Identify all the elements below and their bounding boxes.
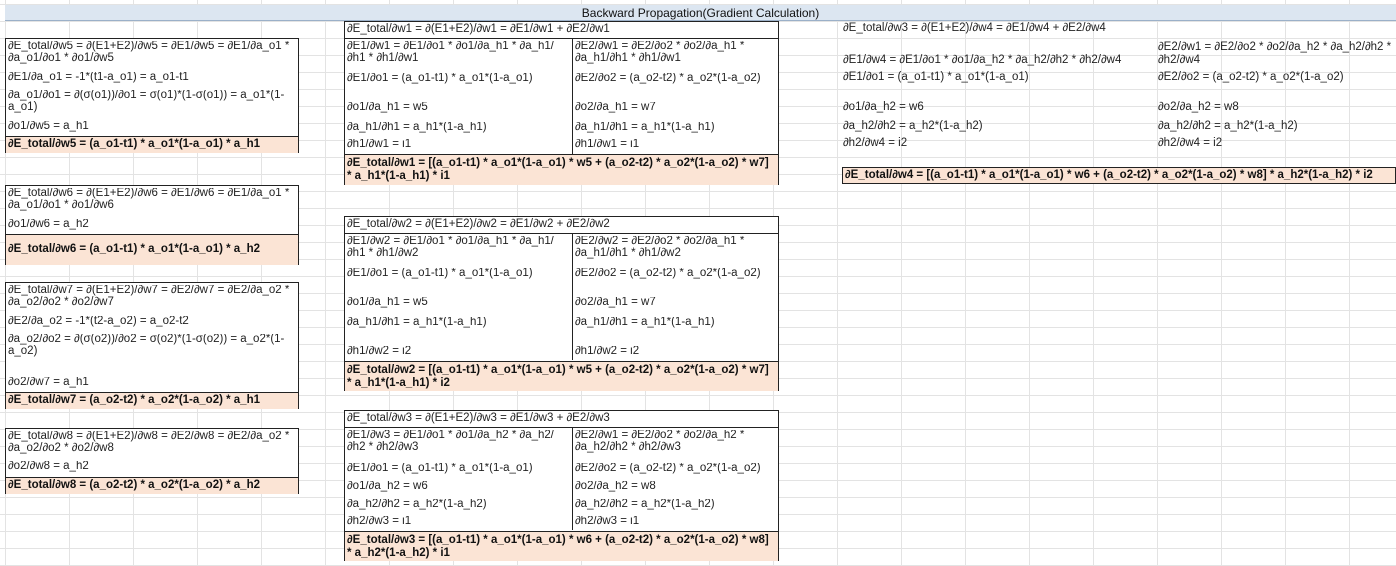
w1-right-5: ∂h1/∂w1 = i1: [575, 139, 640, 150]
w1-right-4: ∂a_h1/∂h1 = a_h1*(1-a_h1): [575, 122, 715, 133]
w6-result: ∂E_total/∂w6 = (a_o1-t1) * a_o1*(1-a_o1) * a_h2: [6, 234, 298, 265]
w4-right-5: ∂h2/∂w4 = i2: [1158, 137, 1223, 149]
w3-left-3: ∂o1/∂a_h2 = w6: [347, 481, 428, 492]
w7-result: ∂E_total/∂w7 = (a_o2-t2) * a_o2*(1-a_o2) * a_h1: [6, 392, 298, 409]
w2-right-4: ∂a_h1/∂h1 = a_h1*(1-a_h1): [575, 317, 715, 328]
w4-left-3: ∂o1/∂a_h2 = w6: [843, 101, 924, 113]
w7-line-3: ∂a_o2/∂o2 = ∂(σ(o2))/∂o2 = σ(o2)*(1-σ(o2)) = a_o2*(1-a_o2): [8, 334, 285, 357]
w2-heading: ∂E_total/∂w2 = ∂(E1+E2)/∂w2 = ∂E1/∂w2 + ∂E2/∂w2: [347, 218, 610, 230]
w2-left-1: ∂E1/∂w2 = ∂E1/∂o1 * ∂o1/∂a_h1 * ∂a_h1/∂h1 * ∂h1/∂w2: [347, 236, 554, 259]
w1-right-2: ∂E2/∂o2 = (a_o2-t2) * a_o2*(1-a_o2): [575, 73, 761, 84]
w5-line-1: ∂E_total/∂w5 = ∂(E1+E2)/∂w5 = ∂E1/∂w5 = ∂E1/∂a_o1 * ∂a_o1/∂o1 * ∂o1/∂w5: [8, 41, 290, 64]
w4-right-1: ∂E2/∂w1 = ∂E2/∂o2 * ∂o2/∂a_h2 * ∂a_h2/∂h2 * ∂h2/∂w4: [1158, 41, 1392, 66]
w2-left-2: ∂E1/∂o1 = (a_o1-t1) * a_o1*(1-a_o1): [347, 268, 533, 279]
w1-left-2: ∂E1/∂o1 = (a_o1-t1) * a_o1*(1-a_o1): [347, 73, 533, 84]
w2-result: ∂E_total/∂w2 = [(a_o1-t1) * a_o1*(1-a_o1) * w5 + (a_o2-t2) * a_o2*(1-a_o2) * w7] * a_h1*(1-a_h1) * i2: [345, 361, 778, 391]
w7-line-2: ∂E2/∂a_o2 = -1*(t2-a_o2) = a_o2-t2: [8, 316, 189, 327]
w6-line-1: ∂E_total/∂w6 = ∂(E1+E2)/∂w6 = ∂E1/∂w6 = ∂E1/∂a_o1 * ∂a_o1/∂o1 * ∂o1/∂w6: [8, 188, 290, 211]
w3-heading: ∂E_total/∂w3 = ∂(E1+E2)/∂w3 = ∂E1/∂w3 + ∂E2/∂w3: [347, 412, 610, 424]
w6-line-2: ∂o1/∂w6 = a_h2: [8, 219, 89, 230]
w1-right-3: ∂o2/∂a_h1 = w7: [575, 102, 656, 113]
w3-block: [344, 410, 779, 561]
w3-left-4: ∂a_h2/∂h2 = a_h2*(1-a_h2): [347, 499, 487, 510]
w3-right-1: ∂E2/∂w1 = ∂E2/∂o2 * ∂o2/∂a_h2 * ∂a_h2/∂h2 * ∂h2/∂w3: [575, 430, 745, 453]
w4-right-4: ∂a_h2/∂h2 = a_h2*(1-a_h2): [1158, 120, 1298, 132]
w8-block: [5, 428, 299, 494]
w2-block: [344, 216, 779, 391]
w4-left-1: ∂E1/∂w4 = ∂E1/∂o1 * ∂o1/∂a_h2 * ∂a_h2/∂h2 * ∂h2/∂w4: [843, 54, 1122, 66]
w3-result: ∂E_total/∂w3 = [(a_o1-t1) * a_o1*(1-a_o1) * w6 + (a_o2-t2) * a_o2*(1-a_o2) * w8] * a_h2*(1-a_h2) * i1: [345, 531, 778, 561]
w5-line-3: ∂a_o1/∂o1 = ∂(σ(o1))/∂o1 = σ(o1)*(1-σ(o1)) = a_o1*(1-a_o1): [8, 90, 285, 113]
w3-right-4: ∂a_h2/∂h2 = a_h2*(1-a_h2): [575, 499, 715, 510]
w1-heading: ∂E_total/∂w1 = ∂(E1+E2)/∂w1 = ∂E1/∂w1 + ∂E2/∂w1: [347, 23, 610, 35]
w2-right-5: ∂h1/∂w2 = i2: [575, 346, 640, 357]
w2-right-2: ∂E2/∂o2 = (a_o2-t2) * a_o2*(1-a_o2): [575, 268, 761, 279]
w4-right-3: ∂o2/∂a_h2 = w8: [1158, 101, 1239, 113]
sheet-title: Backward Propagation(Gradient Calculation): [5, 5, 1396, 21]
w2-left-4: ∂a_h1/∂h1 = a_h1*(1-a_h1): [347, 317, 487, 328]
w4-heading: ∂E_total/∂w3 = ∂(E1+E2)/∂w4 = ∂E1/∂w4 + ∂E2/∂w4: [843, 22, 1106, 34]
w1-left-1: ∂E1/∂w1 = ∂E1/∂o1 * ∂o1/∂a_h1 * ∂a_h1/∂h1 * ∂h1/∂w1: [347, 41, 554, 64]
w3-left-1: ∂E1/∂w3 = ∂E1/∂o1 * ∂o1/∂a_h2 * ∂a_h2/∂h2 * ∂h2/∂w3: [347, 430, 554, 453]
w3-left-5: ∂h2/∂w3 = i1: [347, 516, 412, 527]
w8-result: ∂E_total/∂w8 = (a_o2-t2) * a_o2*(1-a_o2) * a_h2: [6, 477, 298, 494]
w6-block: [5, 185, 299, 265]
w7-block: [5, 282, 299, 409]
w7-line-4: ∂o2/∂w7 = a_h1: [8, 377, 89, 388]
w3-right-2: ∂E2/∂o2 = (a_o2-t2) * a_o2*(1-a_o2): [575, 463, 761, 474]
w1-left-4: ∂a_h1/∂h1 = a_h1*(1-a_h1): [347, 122, 487, 133]
w4-right-2: ∂E2/∂o2 = (a_o2-t2) * a_o2*(1-a_o2): [1158, 71, 1344, 83]
w5-result: ∂E_total/∂w5 = (a_o1-t1) * a_o1*(1-a_o1) * a_h1: [6, 136, 298, 153]
w4-left-4: ∂a_h2/∂h2 = a_h2*(1-a_h2): [843, 120, 983, 132]
w5-line-4: ∂o1/∂w5 = a_h1: [8, 121, 89, 132]
w1-left-3: ∂o1/∂a_h1 = w5: [347, 102, 428, 113]
w4-left-5: ∂h2/∂w4 = i2: [843, 137, 908, 149]
w2-right-3: ∂o2/∂a_h1 = w7: [575, 297, 656, 308]
w2-left-5: ∂h1/∂w2 = i2: [347, 346, 412, 357]
w3-right-3: ∂o2/∂a_h2 = w8: [575, 481, 656, 492]
w1-result: ∂E_total/∂w1 = [(a_o1-t1) * a_o1*(1-a_o1) * w5 + (a_o2-t2) * a_o2*(1-a_o2) * w7] * a_h1*(1-a_h1) * i1: [345, 154, 778, 185]
w2-right-1: ∂E2/∂w2 = ∂E2/∂o2 * ∂o2/∂a_h1 * ∂a_h1/∂h1 * ∂h1/∂w2: [575, 236, 745, 259]
w1-block: [344, 21, 779, 185]
w3-left-2: ∂E1/∂o1 = (a_o1-t1) * a_o1*(1-a_o1): [347, 463, 533, 474]
w1-right-1: ∂E2/∂w1 = ∂E2/∂o2 * ∂o2/∂a_h1 * ∂a_h1/∂h1 * ∂h1/∂w1: [575, 41, 745, 64]
w4-left-2: ∂E1/∂o1 = (a_o1-t1) * a_o1*(1-a_o1): [843, 71, 1029, 83]
w5-block: [5, 38, 299, 153]
w8-line-2: ∂o2/∂w8 = a_h2: [8, 461, 89, 472]
w5-line-2: ∂E1/∂a_o1 = -1*(t1-a_o1) = a_o1-t1: [8, 72, 189, 83]
w3-right-5: ∂h2/∂w3 = i1: [575, 516, 640, 527]
w8-line-1: ∂E_total/∂w8 = ∂(E1+E2)/∂w8 = ∂E2/∂w8 = ∂E2/∂a_o2 * ∂a_o2/∂o2 * ∂o2/∂w8: [8, 431, 290, 454]
w4-result: ∂E_total/∂w4 = [(a_o1-t1) * a_o1*(1-a_o1) * w6 + (a_o2-t2) * a_o2*(1-a_o2) * w8] * a_h2*(1-a_h2) * i2: [842, 167, 1396, 184]
w1-left-5: ∂h1/∂w1 = i1: [347, 139, 412, 150]
w7-line-1: ∂E_total/∂w7 = ∂(E1+E2)/∂w7 = ∂E2/∂w7 = ∂E2/∂a_o2 * ∂a_o2/∂o2 * ∂o2/∂w7: [8, 285, 290, 308]
w2-left-3: ∂o1/∂a_h1 = w5: [347, 297, 428, 308]
